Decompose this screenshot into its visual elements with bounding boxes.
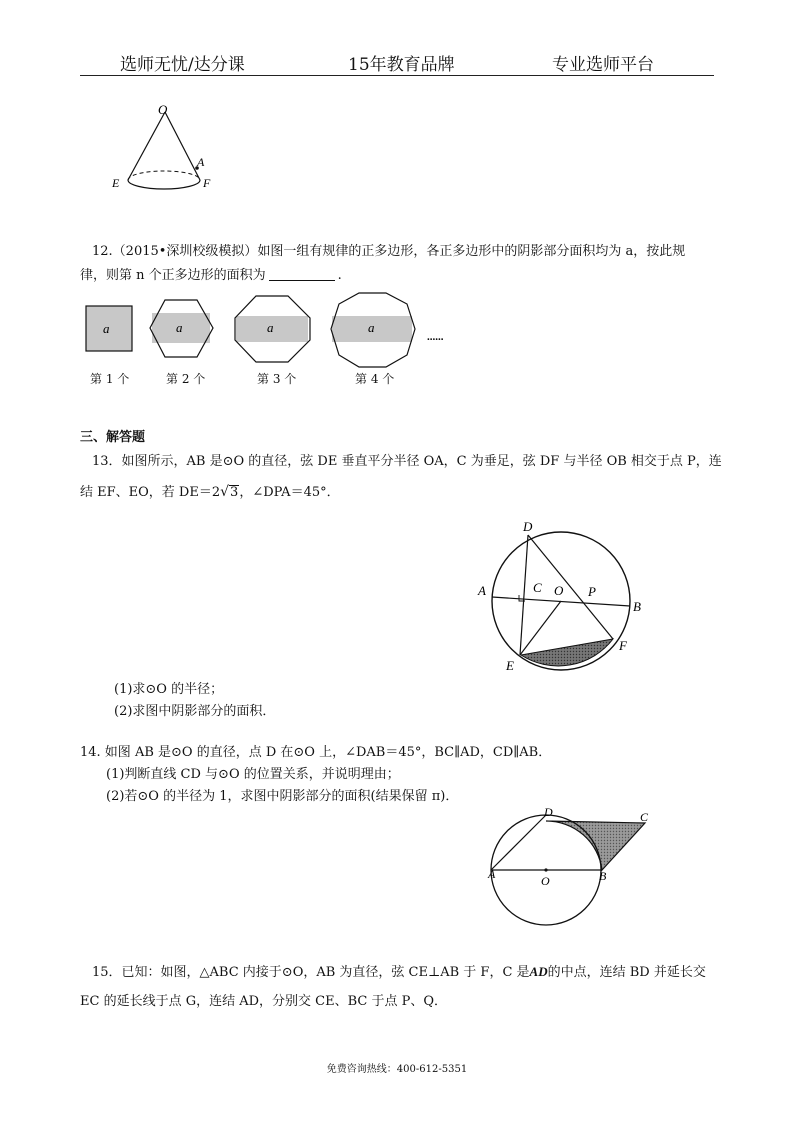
q13-text-line2: 结 EF、EO，若 DE＝2√3，∠DPA＝45°． <box>80 484 340 500</box>
q14-label-a: A <box>488 867 496 881</box>
q13-label-a: A <box>478 583 486 598</box>
q13-label-e: E <box>506 658 514 673</box>
header-divider <box>80 75 714 76</box>
q14-circle-figure <box>480 800 660 930</box>
footer-hotline: 免费咨询热线：400-612-5351 <box>326 1064 468 1075</box>
section-title: 三、解答题 <box>80 430 146 445</box>
q14-sub1: (1)判断直线 CD 与⊙O 的位置关系，并说明理由； <box>106 767 400 782</box>
q12-line2-pre: 律，则第 n 个正多边形的面积为 <box>80 268 266 283</box>
polygon-1-square <box>86 306 132 351</box>
q14-label-b: B <box>599 869 607 883</box>
q15-text-line2: EC 的延长线于点 G，连结 AD，分别交 CE、BC 于点 P、Q． <box>80 994 448 1009</box>
q13-sub1: (1)求⊙O 的半径； <box>114 682 224 697</box>
polygon-4-decagon <box>331 293 415 367</box>
cone-label-e: E <box>112 176 120 190</box>
polygon-caption-4: 第 4 个 <box>355 372 395 386</box>
header-brand: 选师无忧/达分课 <box>120 55 245 75</box>
polygon-caption-1: 第 1 个 <box>90 372 130 386</box>
polygon-2-hexagon <box>150 300 213 357</box>
polygon-ellipsis: ...... <box>427 331 444 343</box>
q15-line1-pre: 15．已知：如图，△ABC 内接于⊙O，AB 为直径，弦 CE⊥AB 于 F，C 是 <box>92 965 530 980</box>
q13-label-b: B <box>633 599 641 614</box>
q13-text-line1: 13．如图所示，AB 是⊙O 的直径，弦 DE 垂直平分半径 OA，C 为垂足，弦 DF 与半径 OB 相交于点 P，连 <box>92 454 722 469</box>
cone-label-o: O <box>158 102 168 117</box>
q14-text-line1: 14. 如图 AB 是⊙O 的直径，点 D 在⊙O 上，∠DAB＝45°，BC∥AD，CD∥AB． <box>80 745 552 760</box>
q13-sub2: (2)求图中阴影部分的面积． <box>114 704 276 719</box>
header-slogan: 15年教育品牌 <box>348 55 455 75</box>
q15-line1-post: 的中点，连结 BD 并延长交 <box>547 965 706 980</box>
q13-sqrt-value: 3 <box>230 485 239 500</box>
polygon-3-octagon <box>235 296 310 362</box>
q13-label-c: C <box>533 580 542 595</box>
q15-arc-ad: AD <box>529 964 548 979</box>
q13-line2-b: ，∠DPA＝45°． <box>239 485 340 500</box>
header-platform: 专业选师平台 <box>552 55 654 75</box>
cone-figure <box>100 98 230 206</box>
q12-answer-blank <box>269 266 335 281</box>
polygon-4-label: a <box>368 320 375 335</box>
q13-label-f: F <box>619 638 627 653</box>
q12-line2-post: . <box>337 268 342 283</box>
q13-label-o: O <box>554 583 564 598</box>
q14-label-c: C <box>640 810 649 824</box>
cone-label-f: F <box>203 176 211 190</box>
polygon-caption-2: 第 2 个 <box>166 372 206 386</box>
q13-line2-a: 结 EF、EO，若 DE＝2 <box>80 485 221 500</box>
q13-circle-figure <box>470 515 660 680</box>
polygon-1-label: a <box>103 321 110 336</box>
q12-text-line2 <box>80 264 342 288</box>
polygon-2-label: a <box>176 320 183 335</box>
q14-label-o: O <box>541 874 550 888</box>
q12-text-line1: 12.（2015•深圳校级模拟）如图一组有规律的正多边形，各正多边形中的阴影部分面积均为 a，按此规 <box>92 244 686 259</box>
cone-label-a: A <box>197 155 205 169</box>
q15-text-line1 <box>92 960 706 985</box>
q14-sub2: (2)若⊙O 的半径为 1，求图中阴影部分的面积(结果保留 π)． <box>106 789 459 804</box>
q13-label-d: D <box>523 519 533 534</box>
q13-label-p: P <box>588 584 596 599</box>
polygon-caption-3: 第 3 个 <box>257 372 297 386</box>
polygon-3-label: a <box>267 320 274 335</box>
q14-label-d: D <box>544 805 553 819</box>
